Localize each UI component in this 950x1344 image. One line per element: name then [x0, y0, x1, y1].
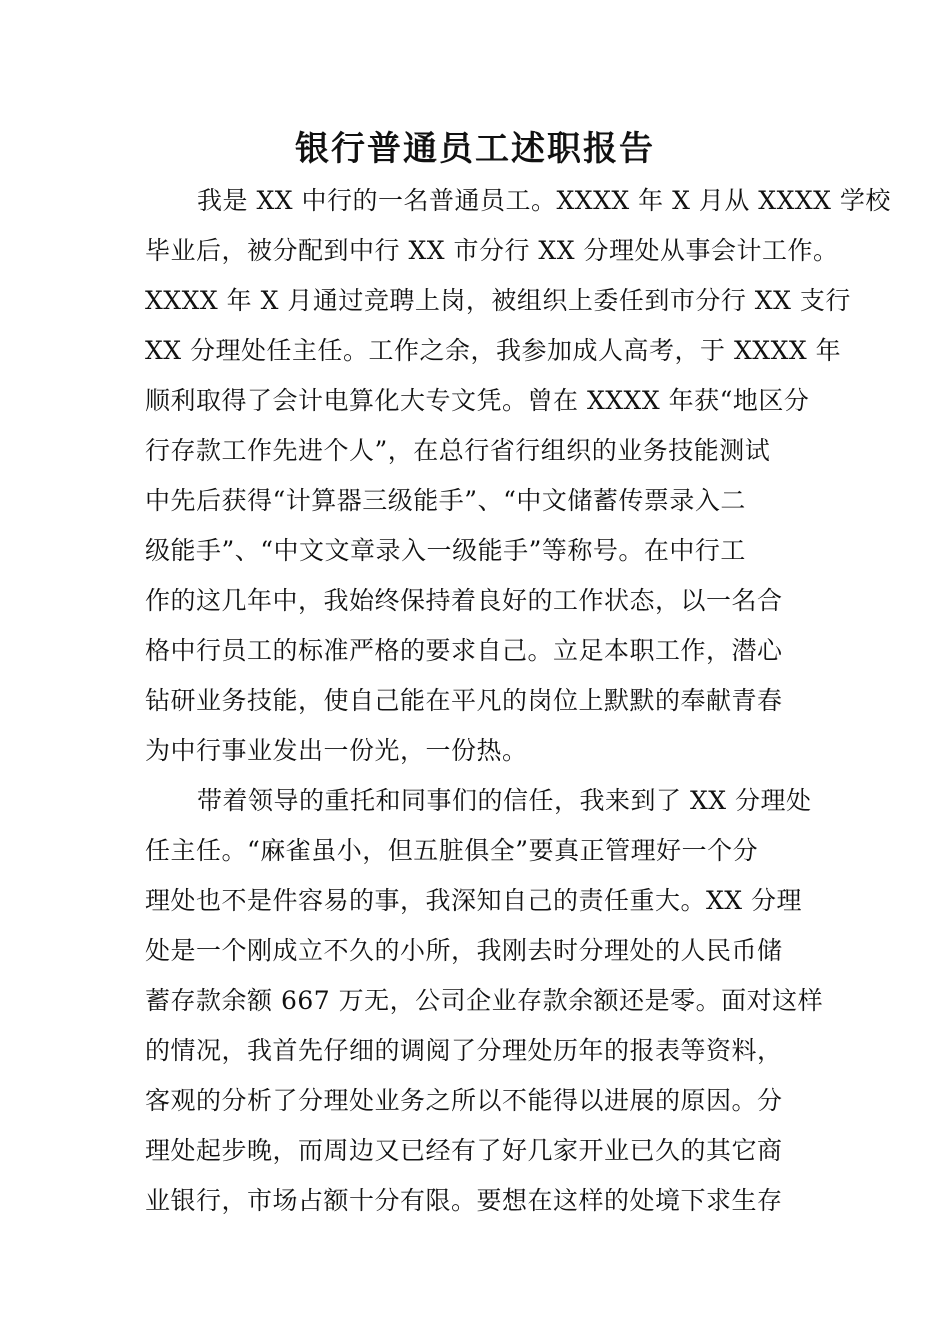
paragraph-1	[145, 176, 891, 776]
paragraph-line: 为中行事业发出一份光，一份热。	[145, 736, 528, 765]
paragraph-2	[145, 776, 824, 1226]
paragraph-line: 行存款工作先进个人”，在总行省行组织的业务技能测试	[145, 436, 771, 465]
paragraph-line: 我是 XX 中行的一名普通员工。XXXX 年 X 月从 XXXX 学校	[197, 186, 891, 215]
document-body	[145, 176, 891, 1226]
paragraph-line: 业银行，市场占额十分有限。要想在这样的处境下求生存	[145, 1186, 783, 1215]
paragraph-line: 的情况，我首先仔细的调阅了分理处历年的报表等资料，	[145, 1036, 783, 1065]
paragraph-line: 格中行员工的标准严格的要求自己。立足本职工作，潜心	[145, 636, 783, 665]
paragraph-line: 作的这几年中，我始终保持着良好的工作状态，以一名合	[145, 586, 783, 615]
paragraph-line: 蓄存款余额 667 万无，公司企业存款余额还是零。面对这样	[145, 986, 824, 1015]
document-title: 银行普通员工述职报告	[295, 129, 655, 169]
paragraph-line: 级能手”、“中文文章录入一级能手”等称号。在中行工	[145, 536, 746, 565]
paragraph-line: 中先后获得“计算器三级能手”、“中文储蓄传票录入二	[145, 486, 746, 515]
paragraph-line: XX 分理处任主任。工作之余，我参加成人高考，于 XXXX 年	[145, 336, 842, 365]
paragraph-line: 理处起步晚，而周边又已经有了好几家开业已久的其它商	[145, 1136, 783, 1165]
paragraph-line: 理处也不是件容易的事，我深知自己的责任重大。XX 分理	[145, 886, 803, 915]
paragraph-line: 毕业后，被分配到中行 XX 市分行 XX 分理处从事会计工作。	[145, 236, 839, 265]
paragraph-line: 任主任。“麻雀虽小，但五脏俱全”要真正管理好一个分	[145, 836, 759, 865]
paragraph-line: 处是一个刚成立不久的小所，我刚去时分理处的人民币储	[145, 936, 783, 965]
paragraph-line: 带着领导的重托和同事们的信任，我来到了 XX 分理处	[197, 786, 812, 815]
paragraph-line: 钻研业务技能，使自己能在平凡的岗位上默默的奉献青春	[145, 686, 783, 715]
paragraph-line: 客观的分析了分理处业务之所以不能得以进展的原因。分	[145, 1086, 783, 1115]
paragraph-line: 顺利取得了会计电算化大专文凭。曾在 XXXX 年获“地区分	[145, 386, 810, 415]
paragraph-line: XXXX 年 X 月通过竞聘上岗，被组织上委任到市分行 XX 支行	[145, 286, 851, 315]
